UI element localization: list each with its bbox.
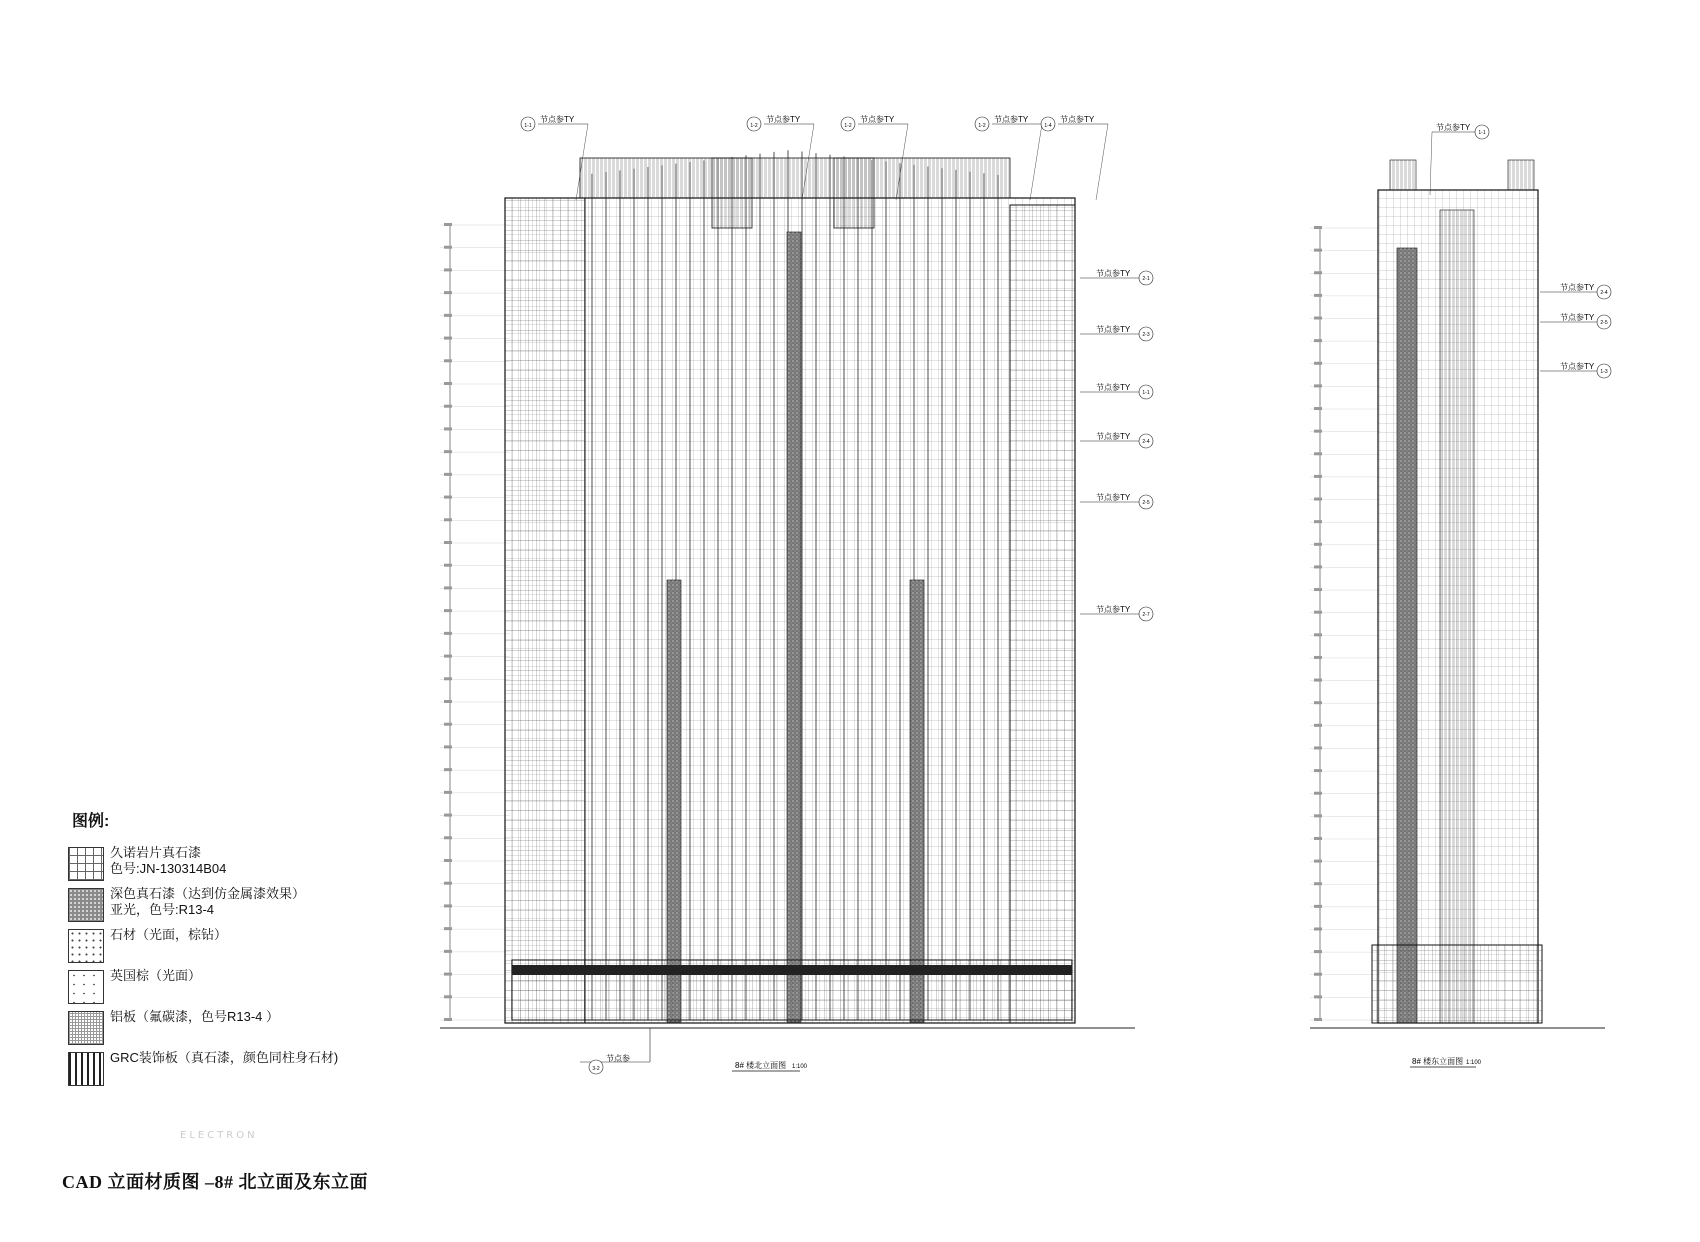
- legend-line: 石材（光面，棕钻）: [110, 927, 228, 942]
- callout-bottom-ref: 3-2: [592, 1066, 600, 1072]
- legend-swatch: [68, 888, 104, 922]
- legend-swatch: [68, 970, 104, 1004]
- legend-text: [110, 1009, 279, 1025]
- legend-text: [110, 845, 226, 877]
- callout-ref: 2-3: [1142, 332, 1150, 338]
- dark-strip-center: [787, 232, 801, 1022]
- legend-line: 亚光，色号:R13-4: [110, 902, 215, 917]
- callout-label: 节点参TY: [860, 115, 895, 124]
- legend-item: [64, 886, 424, 924]
- legend-swatch: [68, 929, 104, 963]
- legend-line: 久诺岩片真石漆: [110, 845, 202, 860]
- callout-bottom-label: 节点参: [606, 1054, 630, 1063]
- callout-ref: 2-4: [1142, 439, 1150, 445]
- legend-items: [64, 845, 424, 1088]
- caption-north: 8# 楼北立面图: [735, 1061, 787, 1070]
- legend-text: [110, 968, 201, 984]
- legend-swatch: [68, 1052, 104, 1086]
- crown-east-right: [1508, 160, 1534, 190]
- callout-ref: 1-1: [1142, 390, 1150, 396]
- callout-bottom: [580, 1028, 650, 1074]
- callout-ref: 2-5: [1142, 500, 1150, 506]
- legend-swatch: [68, 1011, 104, 1045]
- callout-ref: 2-4: [1600, 290, 1608, 296]
- legend-text: [110, 1050, 338, 1066]
- callout-ref: 1-4: [1044, 123, 1052, 129]
- stone-column-east: [1397, 248, 1417, 1023]
- caption-east-scale: 1:100: [1466, 1060, 1482, 1066]
- level-axis-north: [440, 223, 510, 1021]
- callout-label: 节点参TY: [1096, 383, 1131, 392]
- callout-ref: 1-2: [978, 123, 986, 129]
- core-column-east: [1440, 210, 1474, 1023]
- callout-label: 节点参TY: [1560, 362, 1595, 371]
- callout-ref: 1-1: [1478, 130, 1486, 136]
- callout-label: 节点参TY: [1436, 123, 1471, 132]
- caption-east: 8# 楼东立面图: [1412, 1057, 1464, 1066]
- legend-line: 色号:JN-130314B04: [110, 861, 227, 876]
- callout-ref: 1-2: [750, 123, 758, 129]
- callout-label: 节点参TY: [1096, 605, 1131, 614]
- callout-ref: 2-7: [1142, 612, 1150, 618]
- legend-line: GRC装饰板（真石漆，颜色同柱身石材): [110, 1050, 339, 1065]
- east-elevation: [1310, 122, 1611, 1067]
- callout-ref: 2-1: [1142, 276, 1150, 282]
- callout-label: 节点参TY: [994, 115, 1029, 124]
- callout-label: 节点参TY: [1096, 269, 1131, 278]
- legend-text: [110, 886, 305, 918]
- level-axis-east: [1310, 226, 1380, 1021]
- legend-line: 深色真石漆（达到仿金属漆效果）: [110, 886, 306, 901]
- callouts-north-side: [1080, 268, 1153, 621]
- crown-top-north: [580, 158, 1010, 198]
- legend-item: [64, 1009, 424, 1047]
- legend-line: 英国棕（光面）: [110, 968, 202, 983]
- legend-swatch: [68, 847, 104, 881]
- callout-label: 节点参TY: [1560, 283, 1595, 292]
- sheet-title: CAD 立面材质图 –8# 北立面及东立面: [62, 1172, 368, 1192]
- north-elevation: [440, 114, 1153, 1074]
- podium-east: [1372, 945, 1542, 1023]
- left-wing-north: [505, 198, 585, 1023]
- right-wing-north: [1010, 205, 1075, 1023]
- callout-label: 节点参TY: [1096, 493, 1131, 502]
- legend-text: [110, 927, 227, 943]
- callout-label: 节点参TY: [1096, 432, 1131, 441]
- faint-footer-text: ELECTRON: [180, 1130, 258, 1141]
- dark-strip-left: [667, 580, 681, 1022]
- callout-label: 节点参TY: [1096, 325, 1131, 334]
- callout-ref: 2-5: [1600, 320, 1608, 326]
- callout-ref: 1-1: [524, 123, 532, 129]
- legend-item: [64, 845, 424, 883]
- legend-item: [64, 968, 424, 1006]
- callout-label: 节点参TY: [540, 115, 575, 124]
- legend-title: 图例:: [72, 813, 110, 830]
- legend: [64, 808, 424, 1091]
- callout-label: 节点参TY: [1560, 313, 1595, 322]
- callout-ref: 1-2: [844, 123, 852, 129]
- legend-item: [64, 1050, 424, 1088]
- dark-strip-right: [910, 580, 924, 1022]
- legend-line: 铝板（氟碳漆，色号R13-4 ）: [110, 1009, 280, 1024]
- crown-east-left: [1390, 160, 1416, 190]
- caption-north-scale: 1:100: [792, 1064, 808, 1070]
- callout-label: 节点参TY: [766, 115, 801, 124]
- legend-item: [64, 927, 424, 965]
- callout-ref: 1-3: [1600, 369, 1608, 375]
- callout-label: 节点参TY: [1060, 115, 1095, 124]
- canopy-band-north: [512, 965, 1072, 975]
